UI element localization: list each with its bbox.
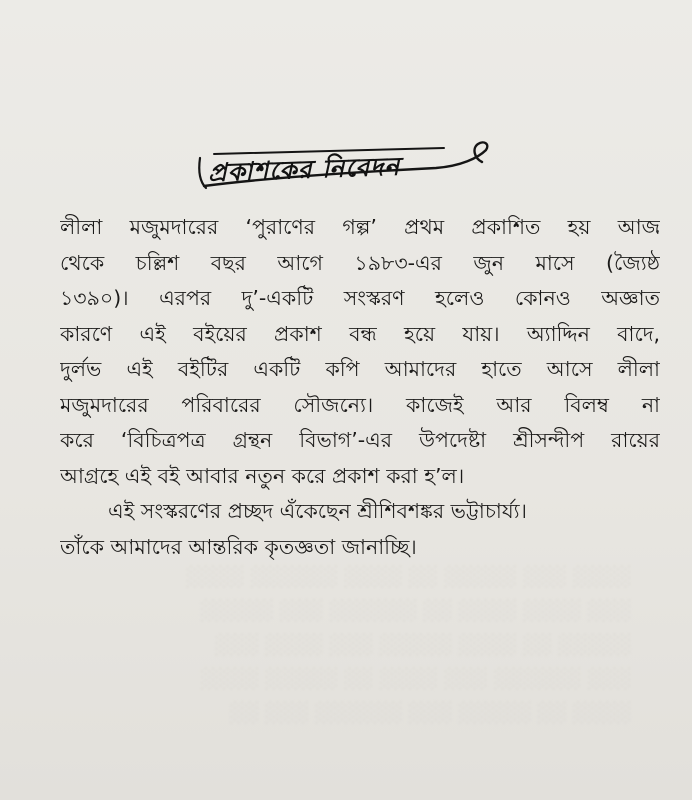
text-line: তাঁকে আমাদের আন্তরিক কৃতজ্ঞতা জানাচ্ছি। [60,534,417,559]
text-line: করে ‘বিচিত্রপত্র গ্রন্থন বিভাগ’-এর উপদেষ্টা শ্রীসন্দীপ রায়ের [60,428,660,452]
page-title: প্রকাশকের নিবেদন [207,151,401,188]
heading [186,128,506,198]
text-line: ১৩৯০)। এরপর দু’-একটি সংস্করণ হলেও কোনও অজ্ঞাত [60,286,660,310]
text-line: আগ্রহে এই বই আবার নতুন করে প্রকাশ করা হ’ল। [60,463,465,488]
text-line: মজুমদারের পরিবারের সৌজন্যে। কাজেই আর বিলম্ব না [60,392,660,417]
preface-body [60,210,660,565]
show-through-text: ░░░░ ░░░ ░░░░░ ░░ ░░░░ ░░░░░░ ░░░░ ░░░ ░░░░ ░░░░ ░░ ░░░░░░ ░░░ ░░░░░ ░░░░░ ░░ ░░░░ ░░░░░ ░░░ ░░░░ ░░░ ░░░ ░░░░░░ ░░░ ░░░░ ░░ ░░░░░ ░░░░ ░░░░ ░░ ░░░░░ ░░░ ░░░░░░ ░░░ ░░ [184,566,630,724]
text-line: থেকে চল্লিশ বছর আগে ১৯৮৩-এর জুন মাসে (জ্যৈষ্ঠ [60,250,660,275]
text-line: কারণে এই বইয়ের প্রকাশ বন্ধ হয়ে যায়। অ্যাদ্দিন বাদে, [60,321,660,346]
text-line: এই সংস্করণের প্রচ্ছদ এঁকেছেন শ্রীশিবশঙ্কর ভট্টাচার্য্য। [108,499,527,523]
text-line: লীলা মজুমদারের ‘পুরাণের গল্প’ প্রথম প্রকাশিত হয় আজ [60,215,660,239]
text-line: দুর্লভ এই বইটির একটি কপি আমাদের হাতে আসে লীলা [60,357,660,381]
